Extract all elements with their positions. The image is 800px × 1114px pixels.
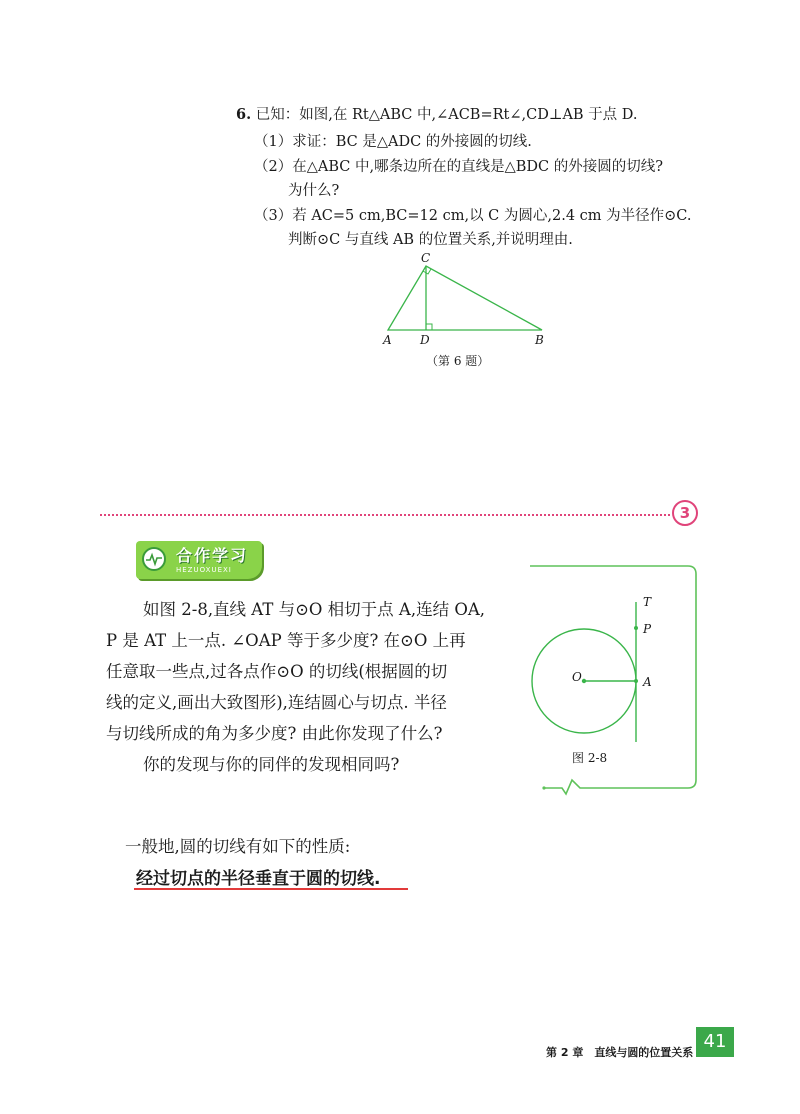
coop-line-4: 线的定义,画出大致图形),连结圆心与切点. 半径 bbox=[106, 693, 447, 712]
chapter-footer: 第 2 章 直线与圆的位置关系 bbox=[546, 1046, 694, 1059]
coop-line-5: 与切线所成的角为多少度? 由此你发现了什么? bbox=[106, 724, 443, 743]
label-c: C bbox=[421, 251, 431, 265]
figure-6-caption: （第 6 题） bbox=[426, 354, 490, 368]
label-a2: A bbox=[643, 675, 652, 689]
banner-title: 合作学习 bbox=[176, 546, 249, 565]
coop-line-6: 你的发现与你的同伴的发现相同吗? bbox=[143, 755, 400, 774]
exercise-stem bbox=[236, 104, 638, 126]
label-p: P bbox=[643, 622, 652, 636]
label-o: O bbox=[572, 670, 582, 684]
section-divider bbox=[100, 514, 670, 516]
figure-2-8-caption: 图 2-8 bbox=[572, 751, 608, 765]
exercise-part-3: （3）若 AC=5 cm,BC=12 cm,以 C 为圆心,2.4 cm 为半径作⊙C. bbox=[254, 208, 692, 224]
banner-icon bbox=[142, 547, 166, 571]
heartbeat-icon bbox=[144, 549, 164, 569]
label-d: D bbox=[420, 333, 430, 347]
exercise-number: 6. bbox=[236, 106, 252, 123]
label-b: B bbox=[535, 333, 544, 347]
label-a: A bbox=[383, 333, 392, 347]
label-t: T bbox=[643, 595, 652, 609]
section-number-badge: 3 bbox=[672, 500, 698, 526]
tangent-figure bbox=[525, 590, 660, 750]
triangle-figure bbox=[370, 250, 560, 350]
key-statement: 经过切点的半径垂直于圆的切线. bbox=[136, 869, 381, 889]
cooperative-learning-banner bbox=[136, 541, 262, 579]
exercise-stem-text: 已知：如图,在 Rt△ABC 中,∠ACB=Rt∠,CD⊥AB 于点 D. bbox=[255, 107, 638, 123]
summary-intro: 一般地,圆的切线有如下的性质: bbox=[125, 837, 351, 856]
point-p bbox=[634, 626, 638, 630]
exercise-part-3-cont: 判断⊙C 与直线 AB 的位置关系,并说明理由. bbox=[288, 232, 573, 248]
triangle-abc bbox=[388, 266, 542, 330]
exercise-part-2: （2）在△ABC 中,哪条边所在的直线是△BDC 的外接圆的切线? bbox=[254, 159, 663, 175]
page-number: 41 bbox=[696, 1027, 734, 1057]
coop-line-3: 任意取一些点,过各点作⊙O 的切线(根据圆的切 bbox=[106, 662, 448, 681]
right-angle-d bbox=[426, 324, 432, 330]
point-a bbox=[634, 679, 638, 683]
coop-line-2: P 是 AT 上一点. ∠OAP 等于多少度? 在⊙O 上再 bbox=[106, 631, 466, 650]
exercise-part-1: （1）求证：BC 是△ADC 的外接圆的切线. bbox=[254, 134, 532, 150]
coop-line-1: 如图 2-8,直线 AT 与⊙O 相切于点 A,连结 OA, bbox=[143, 600, 486, 619]
exercise-part-2-cont: 为什么? bbox=[288, 183, 340, 199]
banner-subtitle: HEZUOXUEXI bbox=[176, 566, 232, 574]
point-o bbox=[582, 679, 586, 683]
key-statement-underline bbox=[134, 888, 408, 890]
